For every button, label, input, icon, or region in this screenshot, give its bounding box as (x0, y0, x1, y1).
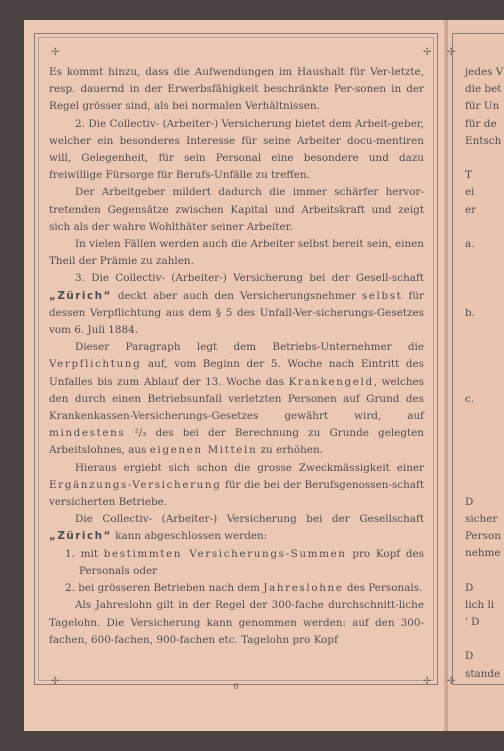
right-page-line: a. (465, 237, 475, 250)
right-page-line (465, 270, 504, 287)
right-page-line (465, 442, 504, 459)
list-number: 1. (65, 547, 75, 560)
text-run: Hieraus ergiebt sich schon die grosse Zweckmässigkeit einer (75, 461, 424, 474)
right-page-line: sicher (465, 512, 498, 525)
paragraph (49, 270, 424, 339)
text-run: bei grösseren Betrieben nach dem (78, 582, 264, 595)
text-run: zu erhöhen. (257, 444, 323, 457)
right-page-line (465, 219, 504, 236)
paragraph: Der Arbeitgeber mildert dadurch die immer schärfer hervor-tretenden Gegensätze zwischen Kapital und Arbeitskraft und zeigt sich als der wahre Wohlthäter seiner Arbeiter. (49, 186, 424, 233)
right-page-line: stande (465, 667, 501, 680)
text-run: auf, vom Beginn der 5. Woche nach Eintritt des Unfalles bis zum Ablauf der 13. Woche das (49, 358, 424, 388)
text-run: ²/₃ des bei der Berechnung zu Grunde gelegten Arbeitslohnes, aus (49, 427, 424, 457)
emphasis-text: mindestens (49, 427, 126, 440)
emphasis-text: Krankengeld (288, 375, 374, 388)
emphasis-text: Ergänzungs-Versicherung (49, 478, 222, 491)
page-body-text (49, 64, 424, 649)
list-number: 2. (65, 582, 75, 595)
right-page-line (465, 373, 504, 390)
emphasis-text: selbst (361, 289, 403, 302)
text-run: Die Collectiv- (Arbeiter-) Versicherung bei der Gesellschaft (75, 513, 424, 526)
corner-ornament-icon: ✢ (423, 676, 432, 687)
text-run: 3. Die Collectiv- (Arbeiter-) Versicherung bei der Gesell-schaft (75, 272, 424, 285)
corner-ornament-icon: ✢ (447, 676, 456, 687)
paragraph (49, 460, 424, 512)
right-page-line: jedes V (465, 66, 504, 78)
right-page-line (465, 287, 504, 304)
right-page-line (465, 150, 504, 167)
corner-ornament-icon: ✢ (447, 47, 456, 58)
text-run: des Personals. (343, 582, 423, 595)
right-page-line (465, 408, 504, 425)
text-run: pro Kopf des Personals oder (79, 547, 424, 577)
emphasis-text: eigenen Mitteln (149, 444, 258, 457)
right-page-line (465, 356, 504, 373)
corner-ornament-icon: ✢ (423, 47, 432, 58)
right-page-line (465, 322, 504, 339)
text-run: deckt aber auch den Versicherungsnehmer (111, 289, 362, 302)
corner-ornament-icon: ✢ (51, 47, 60, 58)
paragraph: In vielen Fällen werden auch die Arbeiter selbst bereit sein, einen Theil der Prämie zu zahlen. (49, 238, 424, 268)
right-page-line: ' D (465, 616, 480, 628)
right-page-line: lich li (465, 598, 495, 611)
emphasis-text: Jahreslohne (263, 582, 344, 595)
company-name: „Zürich“ (49, 289, 112, 302)
list-item (49, 580, 424, 597)
right-page-line: D (465, 581, 474, 594)
company-name: „Zürich“ (49, 530, 112, 543)
right-page-line: nehme (465, 547, 501, 560)
right-page-line: für de (465, 117, 497, 130)
list-item (49, 546, 424, 580)
right-page-line (465, 631, 504, 648)
right-page-line: T (465, 169, 472, 182)
text-run: Dieser Paragraph legt dem Betriebs-Unternehmer die (75, 341, 424, 354)
right-page-line (465, 425, 504, 442)
right-page-line (465, 562, 504, 579)
right-page-line: D (465, 650, 474, 663)
right-page-line: D (465, 495, 474, 508)
right-page-line: b. (465, 306, 475, 319)
right-page-line (465, 253, 504, 270)
text-run: , welches den durch einen Betriebsunfall verletzten Personen auf Grund des Krankenkassen-Versicherungs-Gesetzes gewährt wird, auf (49, 375, 424, 423)
right-page-line: ei (465, 186, 475, 199)
paragraph: Als Jahreslohn gilt in der Regel der 300-fache durchschnitt-liche Tagelohn. Die Versicherung kann genommen werden: auf den 300-fachen, 600-fachen, 900-fachen etc. Tagelohn pro Kopf (49, 599, 424, 646)
right-page-line (465, 477, 504, 494)
text-run: für die bei der Berufsgenossen-schaft versicherten Betriebe. (49, 478, 424, 509)
text-run: für dessen Verpflichtung aus dem § 5 des Unfall-Ver-sicherungs-Gesetzes vom 6. Juli 1884. (49, 289, 424, 337)
emphasis-text: Verpflichtung (49, 358, 142, 371)
page-number: 6 (233, 682, 239, 691)
corner-ornament-icon: ✢ (51, 676, 60, 687)
paragraph (49, 511, 424, 545)
right-page-line: er (465, 203, 477, 216)
text-run: kann abgeschlossen werden: (111, 530, 268, 543)
right-page-line: Person (465, 530, 501, 543)
right-page-line: die bet (465, 83, 502, 96)
right-page-line (465, 459, 504, 476)
right-page-line: Entsch (465, 134, 502, 147)
right-page-line: c. (465, 392, 475, 405)
right-page-line (465, 339, 504, 356)
text-run: mit (80, 547, 104, 560)
paragraph: 2. Die Collectiv- (Arbeiter-) Versicherung bietet dem Arbeit-geber, welcher ein besonderes Interesse für seine Arbeiter docu-mentiren will, Gelegenheit, für sein Personal eine besondere und dazu freiwillige Fürsorge für Berufs-Unfälle zu treffen. (49, 117, 424, 182)
paragraph: Es kommt hinzu, dass die Aufwendungen im Haushalt für Ver-letzte, resp. dauernd in der Erwerbsfähigkeit beschränkte Per-sonen in der Regel grösser sind, als bei normalen Verhältnissen. (49, 66, 424, 113)
right-page-line: für Un (465, 100, 500, 113)
right-page-text-fragments (465, 64, 504, 683)
emphasis-text: bestimmten Versicherungs-Summen (103, 547, 347, 560)
paragraph (49, 339, 424, 459)
